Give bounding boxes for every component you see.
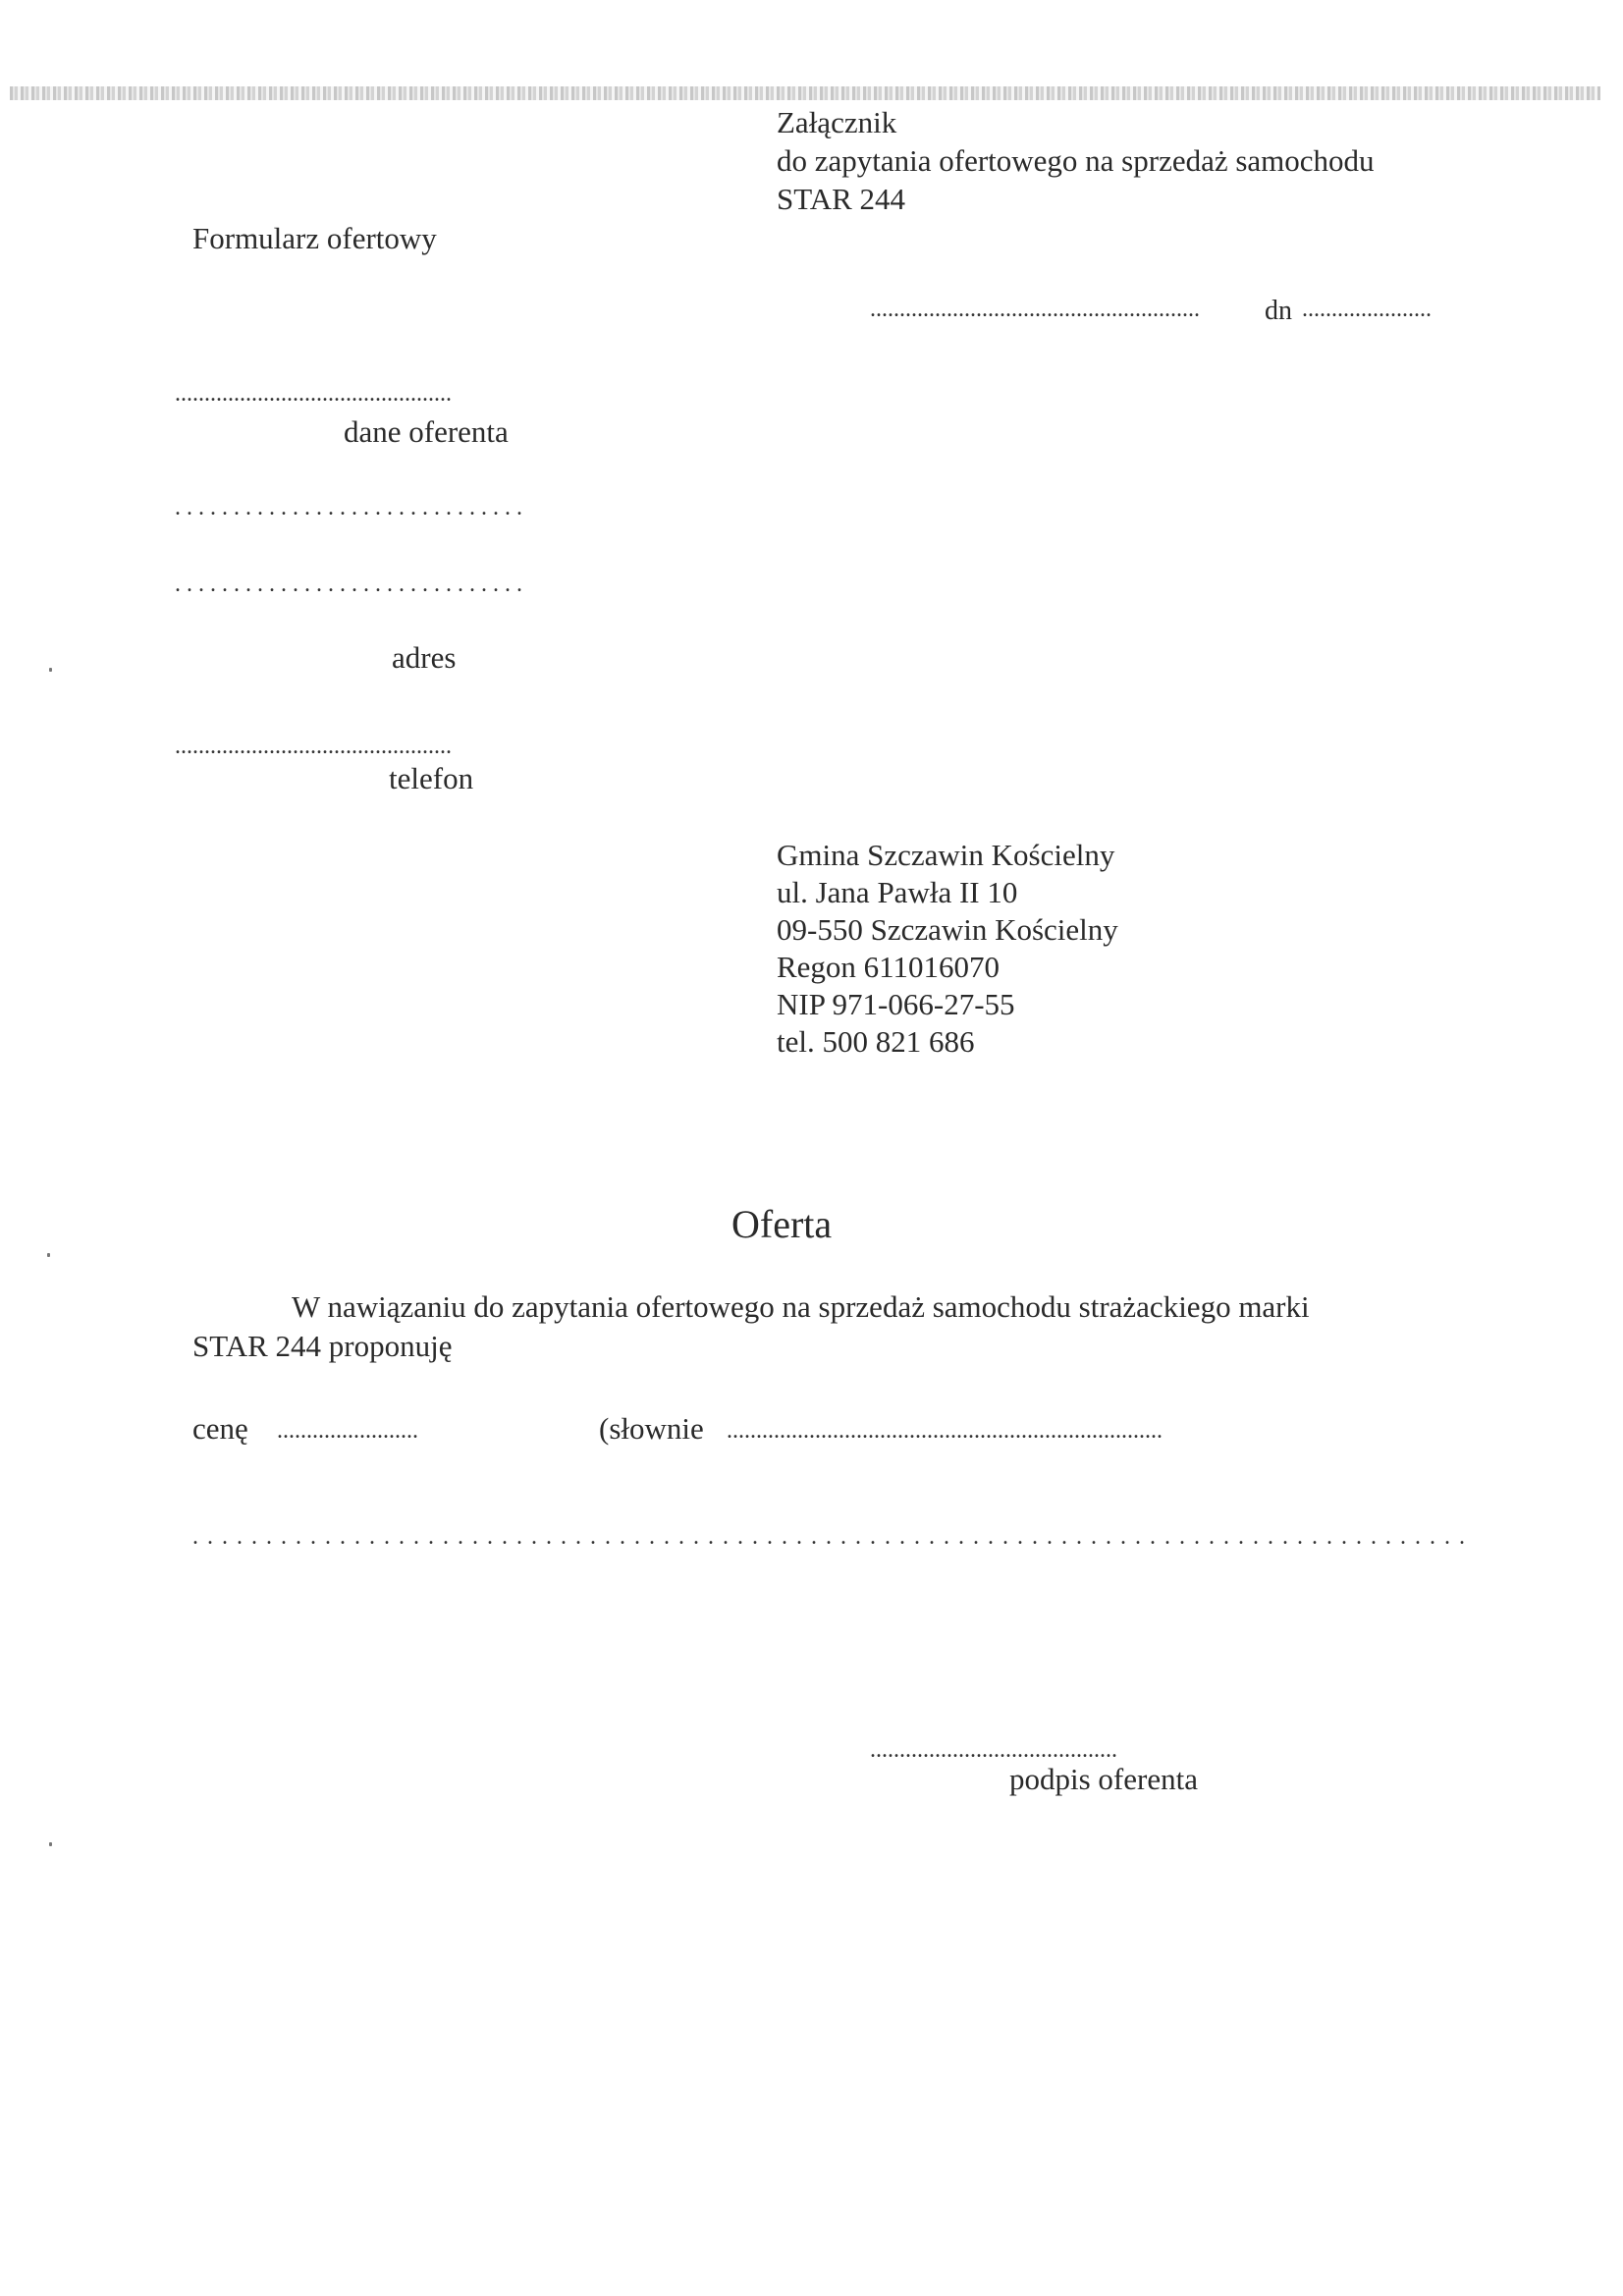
attachment-label: Załącznik: [777, 105, 897, 139]
phone-label: telefon: [389, 761, 474, 795]
scan-speck: [49, 668, 52, 672]
recipient-city: 09-550 Szczawin Kościelny: [777, 912, 1118, 947]
recipient-phone: tel. 500 821 686: [777, 1024, 975, 1059]
address-field-line-2[interactable]: ..............................: [175, 572, 528, 597]
phone-field[interactable]: ...............................................: [175, 734, 452, 759]
form-title: Formularz ofertowy: [192, 221, 437, 255]
recipient-nip: NIP 971-066-27-55: [777, 987, 1015, 1021]
bidder-data-field[interactable]: ...............................................: [175, 381, 452, 407]
price-label: cenę: [192, 1411, 248, 1446]
offer-intro-line-1: W nawiązaniu do zapytania ofertowego na sprzedaż samochodu strażackiego marki: [292, 1289, 1310, 1324]
address-field-line-1[interactable]: ..............................: [175, 495, 528, 520]
offer-title: Oferta: [731, 1202, 833, 1246]
recipient-street: ul. Jana Pawła II 10: [777, 875, 1018, 909]
price-words-field-line-2[interactable]: .......................................................................................: [192, 1524, 1474, 1550]
price-words-field[interactable]: ..........................................................................: [727, 1418, 1163, 1444]
attachment-description: do zapytania ofertowego na sprzedaż samochodu: [777, 143, 1375, 178]
recipient-name: Gmina Szczawin Kościelny: [777, 838, 1115, 872]
price-field[interactable]: ........................: [277, 1418, 418, 1444]
signature-label: podpis oferenta: [1009, 1762, 1198, 1796]
bidder-data-label: dane oferenta: [344, 414, 509, 449]
signature-field[interactable]: ..........................................: [870, 1737, 1117, 1763]
recipient-regon: Regon 611016070: [777, 950, 1001, 984]
scan-speck: [47, 1253, 50, 1257]
scan-artifact-strip: [10, 86, 1600, 100]
scan-speck: [49, 1842, 52, 1846]
offer-intro-line-2: STAR 244 proponuję: [192, 1329, 453, 1363]
address-label: adres: [392, 640, 457, 675]
place-field[interactable]: ........................................................: [870, 297, 1200, 322]
attachment-vehicle: STAR 244: [777, 182, 906, 216]
price-words-label: (słownie: [599, 1411, 704, 1446]
date-label: dn: [1265, 296, 1292, 326]
date-field[interactable]: ......................: [1302, 297, 1432, 322]
